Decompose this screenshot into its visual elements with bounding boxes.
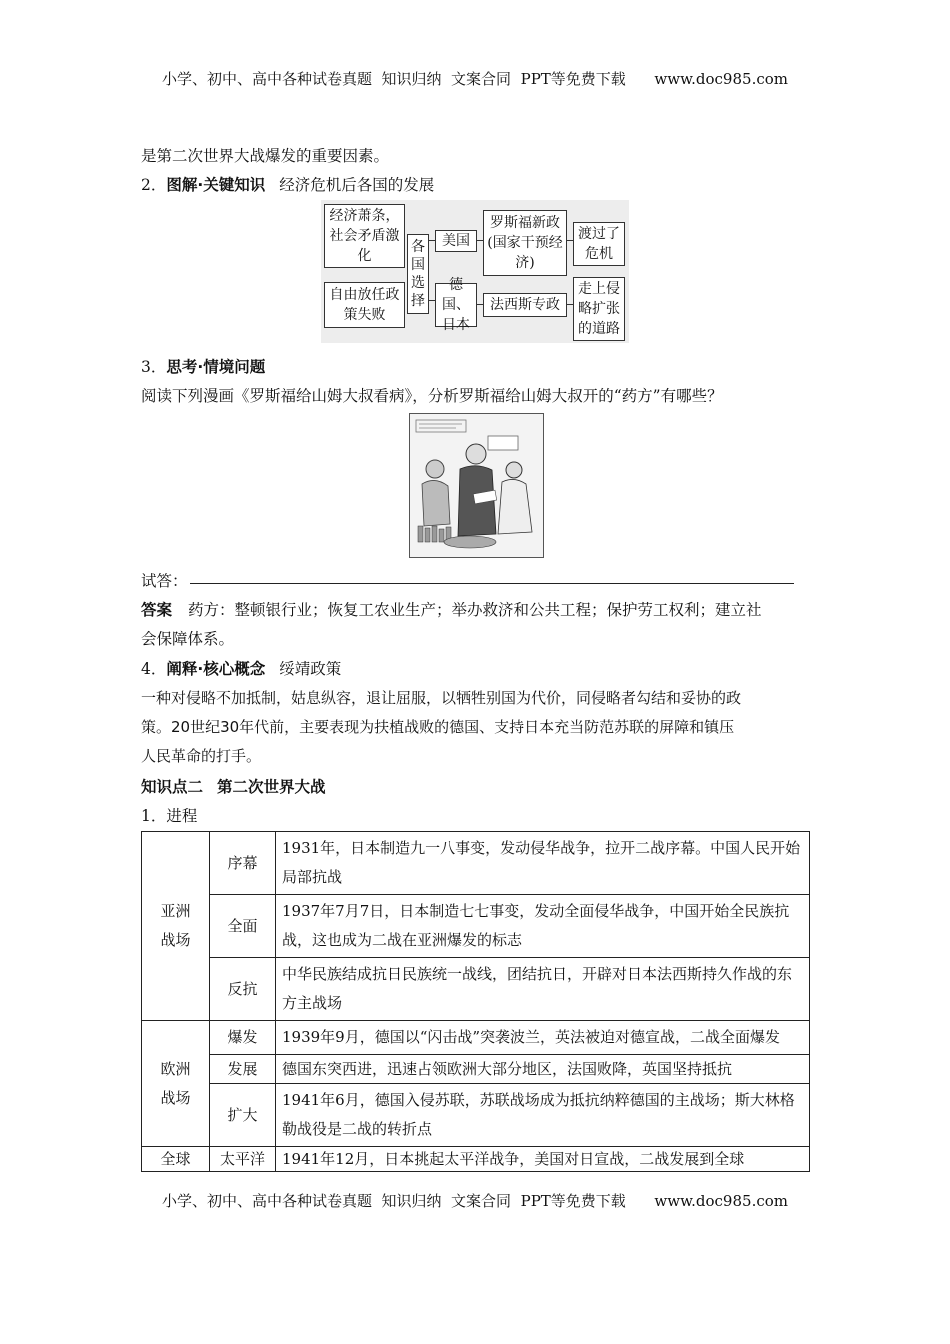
section-2-heading <box>141 173 434 195</box>
section-number: 4． <box>141 660 167 678</box>
diagram-germany-japan: 德国、日本 <box>435 283 477 327</box>
table-row <box>142 1084 810 1147</box>
concept-line-1: 一种对侵略不加抵制，姑息纵容，退让屈服，以牺牲别国为代价，同侵略者勾结和妥协的政 <box>141 689 742 707</box>
answer-text: 药方：整顿银行业；恢复工农业生产；举办救济和公共工程；保护劳工权利；建立社 <box>188 601 762 619</box>
attempt-label: 试答： <box>141 572 188 590</box>
knowledge-title: 第二次世界大战 <box>217 778 326 796</box>
table-row <box>142 1055 810 1084</box>
diagram-fascism: 法西斯专政 <box>483 293 567 317</box>
page-footer: 小学、初中、高中各种试卷真题 知识归纳 文案合同 PPT等免费下载 www.doc985.com <box>161 1192 788 1210</box>
question-text: 阅读下列漫画《罗斯福给山姆大叔看病》，分析罗斯福给山姆大叔开的“药方”有哪些？ <box>141 387 723 405</box>
diagram-choice: 各国选择 <box>407 234 429 314</box>
stage-cell: 发展 <box>210 1055 276 1084</box>
event-cell: 德国东突西进，迅速占领欧洲大部分地区，法国败降，英国坚持抵抗 <box>276 1055 810 1084</box>
theater-cell: 欧洲战场 <box>142 1021 210 1147</box>
section-label: 阐释·核心概念 <box>166 660 266 678</box>
section-number: 3． <box>141 358 167 376</box>
diagram-result-2: 走上侵略扩张的道路 <box>573 277 625 341</box>
event-cell: 1931年，日本制造九一八事变，发动侵华战争，拉开二战序幕。中国人民开始局部抗战 <box>276 832 810 895</box>
knowledge-point-2-heading <box>141 775 326 797</box>
event-cell: 中华民族结成抗日民族统一战线，团结抗日，开辟对日本法西斯持久作战的东方主战场 <box>276 958 810 1021</box>
table-row <box>142 958 810 1021</box>
table-row <box>142 895 810 958</box>
stage-cell: 全面 <box>210 895 276 958</box>
event-cell: 1941年12月，日本挑起太平洋战争，美国对日宣战，二战发展到全球 <box>276 1147 810 1172</box>
theater-cell: 亚洲战场 <box>142 832 210 1021</box>
ww2-progress-table <box>141 831 810 1172</box>
intro-line: 是第二次世界大战爆发的重要因素。 <box>141 147 390 165</box>
section-label: 图解·关键知识 <box>166 176 266 194</box>
section-number: 2． <box>141 176 167 194</box>
stage-cell: 序幕 <box>210 832 276 895</box>
section-4-heading <box>141 657 341 679</box>
diagram-cause-2: 自由放任政策失败 <box>324 282 405 328</box>
answer-blank-line[interactable] <box>190 583 794 584</box>
section-label: 思考·情境问题 <box>166 358 266 376</box>
section-title: 经济危机后各国的发展 <box>279 176 435 194</box>
crisis-diagram <box>321 200 629 343</box>
theater-cell: 全球 <box>142 1147 210 1172</box>
table-row <box>142 1147 810 1172</box>
roosevelt-cartoon-image <box>409 413 544 558</box>
diagram-result-1: 渡过了危机 <box>573 222 625 266</box>
table-row <box>142 1021 810 1055</box>
event-cell: 1941年6月，德国入侵苏联，苏联战场成为抵抗纳粹德国的主战场；斯大林格勒战役是二战的转折点 <box>276 1084 810 1147</box>
answer-label: 答案 <box>141 601 173 619</box>
event-cell: 1939年9月，德国以“闪击战”突袭波兰，英法被迫对德宣战，二战全面爆发 <box>276 1021 810 1055</box>
page-header: 小学、初中、高中各种试卷真题 知识归纳 文案合同 PPT等免费下载 www.doc985.com <box>161 70 788 88</box>
section-title: 绥靖政策 <box>279 660 342 678</box>
stage-cell: 太平洋 <box>210 1147 276 1172</box>
answer-line-1 <box>141 598 762 620</box>
table-row <box>142 832 810 895</box>
diagram-new-deal: 罗斯福新政(国家干预经济) <box>483 210 567 276</box>
diagram-cause-1: 经济萧条，社会矛盾激化 <box>324 204 405 268</box>
answer-line-2: 会保障体系。 <box>141 630 235 648</box>
concept-line-3: 人民革命的打手。 <box>141 747 262 765</box>
knowledge-label: 知识点二 <box>141 778 204 796</box>
event-cell: 1937年7月7日，日本制造七七事变，发动全面侵华战争，中国开始全民族抗战，这也成为二战在亚洲爆发的标志 <box>276 895 810 958</box>
diagram-usa: 美国 <box>435 230 477 252</box>
stage-cell: 反抗 <box>210 958 276 1021</box>
progress-title: 1．进程 <box>141 807 198 825</box>
section-3-heading <box>141 355 265 377</box>
concept-line-2: 策。20世纪30年代前，主要表现为扶植战败的德国、支持日本充当防范苏联的屏障和镇压 <box>141 718 735 736</box>
stage-cell: 扩大 <box>210 1084 276 1147</box>
cartoon-illustration <box>410 414 543 557</box>
stage-cell: 爆发 <box>210 1021 276 1055</box>
